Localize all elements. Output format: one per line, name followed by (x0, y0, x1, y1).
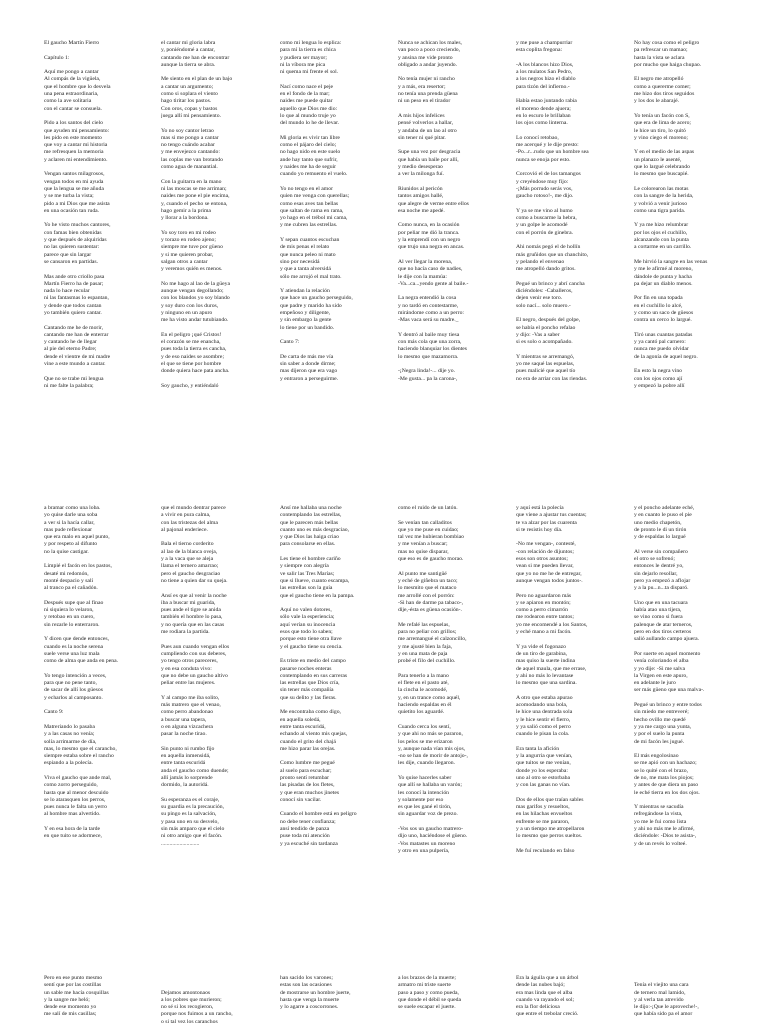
column-5: y aquí está la polecía que viene a ajustar tus cuentas; te va alzar por las cuarenta si te resistis hoy día. -No me vengan-, contesté, -con relación de dijuntos; esos son otros asuntos; vean si me pueden llevar, que yo no me he de entregar, aunque vengan todos juntos-. Pero no aguardaron más y se apiaron en montón; como a perro cimarrón me rodearon entre tantos; yo me encomendé a los Santos, y eché mano a mi facón. Y ya vide el fogonazo de un tiro de garabina, mas quiso la suerte indina de aquel maula, que me errase, y ahi no más lo levantase lo mesmo que una sardina. A otro que estaba apurao acomodando una bola, le hice una dentrada sola y le hice sentir el fierro, y ya salió como el perro cuando le pisan la cola. Era tanta la afición y la angurria que venían, que tuitos se me venían, donde yo los esperaba: uno al otro se estorbaba y con las ganas no vían. Dos de ellos que traían sables mas garifos y resueltos, en las hilachas envueltos enfrente se me pararon, y a un tiempo me atropellaron lo mesmo que perros sueltos. Me fuí reculando en falso (516, 505, 588, 854)
column-1: El gaucho Martín Fierro Capítulo 1: Aquí me pongo a cantar Al compás de la vigüela, que el hombre que lo desvela una pena estraordinaria, como la ave solitaria con el cantar se consuela. Pido a los santos del cielo que ayuden mi pensamiento: les pido en este momento que voy a cantar mi historia me refresquen la memoria y aclaren mi entendimiento. Vengan santos milagrosos, vengan todos en mi ayuda que la lengua se me añuda y se me turba la vista; pido a mi Dios que me asista en una ocasión tan ruda. Yo he visto muchos cantores, con famas bien obtenidas y que después de alquiridas no las quieren sustentar: parece que sin largar se cansaron en partidas. Mas ande otro criollo pasa Martín Fierro ha de pasar; nada lo hace recular ni las fantasmas lo espantan, y dende que todos cantan yo también quiero cantar. Cantando me he de morir, cantando me han de enterrar y cantando he de llegar al pie del eterno Padre; dende el vientre de mi madre vine a este mundo a cantar. Que no se trabe mi lengua ni me falte la palabra; (44, 40, 111, 389)
column-6: No hay cosa como el peligro pa refrescar un mamao; hasta la vista se aclara por mucho que haiga chupao. El negro me atropelló como a quererme comer; me hizo dos tiros seguidos y los dos le abarajé. Yo tenía un facón con S, que era de lima de acero; le hice un tiro, lo quitó y vino ciego el moreno; Y en el medio de las aspas un planazo le asenté, que lo largué celebrando lo mesmo que buscapié. Le colorearon las motas con la sangre de la herida, y volvió a venir jurioso como una tigra parida. Y ya me hizo relumbrar por los ojos el cuchillo, alcanzando con la punta a cortarme en un carrillo. Me hirvió la sangre en las venas y me le afirmé al moreno, dándole de punta y hacha pa dejar un diablo menos. Por fin en una topada en el cuchillo lo alcé, y como un saco de güesos contra un cerco lo largué. Tiró unas cuantas patadas y ya cantó pal carnero: nunca me puedo olvidar de la agonía de aquel negro. En esto la negra vino con los ojos como ají y empezó la pobre allí (634, 40, 708, 389)
column-5: Era la águila que a un árbol dende las nubes bajó; era mas linda que el alba cuando va rayando el sol; era la flor deliciosa que entre el trebolar creció. (516, 975, 579, 1018)
column-4: a los brazos de la muerte; armatro mi triste suerte paso a paso y como pueda, que donde el débil se queda se suele escapar el juerte. (398, 975, 462, 1011)
column-5: y me puse a champurriar esta coplita fregona: -A los blancos hizo Dios, a los mulatos San Pedro, a los negros hizo el diablo para tizón del infierno.- Había estao juntando rabia el moreno dende ajuera; en lo escuro le brillaban los ojos como linterna. Lo conocí retobao, me acerqué y le dije presto: -Po...r...rudo que un hombre sea nunca se enoja por esto. Corcovió el de los tamangos y creyéndose muy fijo: -¡Más porrudo serás vos, gaucho rotoso!-, me dijo. Y ya se me vino al humo como a buscarme la hebra, y un golpe le acomodé con el porrón de ginebra. Ahi nomás pegó el de hollín más gruñidos que un chanchito, y pelando el envenao me atropelló dando gritos. Pegué un brinco y abrí cancha diciéndoles: -Caballeros, dejen venir ese toro. solo nací... solo muero.- El negro, después del golpe, se había el poncho refalao y dijo: -Vas a saber si es solo o acompañado. Y mientras se arremangó, yo me saqué las espuelas, pues malicié que aquel tío no era de arriar con las riendas. (516, 40, 589, 382)
column-6: y el poncho adelante eché, y en cuanto le puso el pie uno medio chapetón, de pronto le di un tirón y de espaldas lo largué Al verse sin compañero el otro se sofrenó; entonces le dentré yo, sin dejarlo resollar, pero ya empezó a aflojar y a la pu...n...ta disparó. Uno que en una tacuara había atao una tijera, se vino como si fuera palenque de atar terneros, pero en dos tiros certeros salió aullando campo ajuera. Por suerte en aquel momento venía coloriando el alba y yo dije: -Si me salva la Virgen en este apuro, en adelante le juro ser más güeno que una malva-. Pegué un brinco y entre todos sin miedo me entreveré; hecho ovillo me quedé y ya me cargo una yunta, y por el suelo la punta de mi facón les jugué. El más engolosinao se me apió con un hachazo; se lo quité con el brazo, de no, me mata los piojos; y antes de que diera un paso le eché tierra en los dos ojos. Y mientras se sacudía refregándose la vista, yo me le fui como lista y ahi no más me le afirmé, diciéndole: -Dios te asista-, y de un revés lo volteé. (634, 505, 705, 847)
column-2: el cantar mi gloria labra y, poniéndomé a cantar, cantando me han de encontrar aunque la tierra se abra. Me siento en el plan de un bajo a cantar un argumento; como si soplara el viento hago tiritar los pastos. Con oros, copas y bastos juega allí mi pensamiento. Yo no soy cantor letrao mas si me pongo a cantar no tengo cuándo acabar y me envejezco cantando: las coplas me van brotando como agua de manantial. Con la guitarra en la mano ni las moscas se me arriman; naides me pone el pie encima, y, cuando el pecho se entona, hago gemir a la prima y llorar a la bordona. Yo soy toro en mi rodeo y torazo en rodeo ajeno; siempre me tuve por güeno y si me quieren probar, salgan otros a cantar y veremos quién es menos. No me hago al lao de la güeya aunque vengan degollando; con los blandos yo soy blando y soy duro con los duros, y ninguno en un apuro me ha visto andar tutubiando. En el peligro ¡qué Cristos! el corazón se me enancha, pues toda la tierra es cancha, y de eso naides se asombre; el que se tiene por hombre donde quiera hace pata ancha. Soy gaucho, y entiéndaló (161, 40, 233, 389)
column-2: que el mundo dentrar parece a vivir en pura calma, con las tristezas del alma al pajonal enderiece. Bala el tierno corderito al lao de la blanca oveja, y a la vaca que se aleja llama el ternero amarrao; pero el gaucho desgraciao no tiene a quien dar su queja. Ansí es que al venir la noche iba a buscar mi guarida, pues ande el tigre se anida también el hombre lo pasa, y no quería que en las casas me rodiara la partida. Pues aun cuando vengan ellos cumpliendo con sus deberes, yo tengo otros pareceres, y en esa conduta vivo: que no debe un gaucho altivo peliar entre las mujeres. Y al campo me iba solito, más matrero que el venao, como perro abandonao a buscar una tapera, o en alguna vizcachera pasar la noche tirao. Sin punto ni rumbo fijo en aquella inmensidá, entre tanta escuridá anda el gaucho como duende; allí jamás lo sorprende dormido, la autoridá. Su esperanza es el coraje, su guardia es la precaución, su pingo es la salvación, y pasa uno en su desvelo, sin más amparo que el cielo ni otro amigo que el facón. ........................... (161, 505, 230, 847)
column-2: Dejamos amontonaos a los pobres que murieron; no sé si los recogieron, porque nos fuimos a un rancho, o si tal vez los caranchos (161, 989, 233, 1025)
column-3: como mi lengua lo esplica: para mí la tierra es chica y pudiera ser mayor; ni la víbora me pica ni quema mi frente el sol. Nací como nace el peje en el fondo de la mar; naides me puede quitar aquello que Dios me dio: lo que al mundo truje yo del mundo lo he de llevar. Mi gloria es vivir tan libre como el pájaro del cielo; no hago nido en este suelo ande hay tanto que sufrir, y naides me ha de seguir cuando yo remuento el vuelo. Yo no tengo en el amor quien me venga con querellas; como esas aves tan bellas que saltan de rama en rama, yo hago en el trébol mi cama, y me cubren las estrellas. Y sepan cuantos escuchan de mis penas el relato que nunca peleo ni mato sino por necesidá y que a tanta alversidá sólo me arrojó el mal trato. Y atiendan la relación que hace un gaucho perseguido, que padre y marido ha sido empeñoso y diligente, y sin embargo la gente lo tiene por un bandido. Canto 7: De carta de más me vía sin saber a donde dirme; mas dijeron que era vago y entraron a perseguirme. (280, 40, 353, 382)
column-3: Ansí me hallaba una noche contemplando las estrellas, que le parecen más bellas cuanto uno es más desgraciao, y que Dios las haiga criao para consolarse en ellas. Les tiene el hombre cariño y siempre con alegría ve salir las Tres Marías; que si llueve, cuanto escampa, las estrellas son la guía que el gaucho tiene en la pampa. Aquí no valen dotores, sólo vale la esperiencia; aquí verían su inocencia esos que todo lo saben; porque esto tiene otra llave y el gaucho tiene su cencia. Es triste en medio del campo pasarse noches enteras contemplando en sus carreras las estrellas que Dios cría, sin tener más compañía que su delito y las fieras. Me encontraba como digo, en aquella soledá, entre tanta escuridá, echando al viento mis quejas, cuando el grito del chajá me hizo parar las orejas. Como lumbre me pegué al suelo para escuchar; pronto sentí retumbar las pisadas de los fletes, y que eran muchos jinetes conocí sin vacilar. Cuando el hombre está en peligro no debe tener confianza; ansí tendido de panza puse toda mi atención y ya escuché sin tardanza (280, 505, 357, 847)
column-4: como el ruido de un latón. Se venían tan calladitos que yo me puse en cuidao; tal vez me hubieran bombiao y me venían a buscar; mas no quise disparar, que eso es de gaucho morao. Al punto me santigüé y eché de giñebra un taco; lo mesmito que el mataco me arrollé con el porrón: -Si han de darme pa tabaco-, dije,-ésta es güena ocasión-. Me refalé las espuelas, para no peliar con grillos; me arremangué el calzoncillo, y me ajusté bien la faja, y en una mata de paja probé el filo del cuchillo. Para tenerlo a la mano el flete en el pasto até, la cincha le acomodé, y, en un trance como aquél, haciendo espaldas en él quietito los aguardé. Cuando cerca los sentí, y que ahi no más se pararon, los pelos se me erizaron y, aunque nada vían mis ojos, -no se han de morir de antojo-, les dije, cuando llegaron. Yo quise hacerles saber que allí se hallaba un varón; les conocí la intención y solamente por eso es que les gané el tirón, sin aguardar voz de prezo. -Vos sos un gaucho matrero- dijo uno, haciéndose el güeno. -Vos matastes un moreno y otro en una pulpería, (398, 505, 468, 854)
column-1: Pero en ese punto mesmo sentí que por las costillas un sable me hacía cosquillas y la sangre me heló; dende ese momento yo me salí de mis casillas; (44, 975, 109, 1018)
column-3: han sacido los varones; estas son las ocasiones de mostrarse un hombre juerte, hasta que venga la muerte y lo agarre a coscorrones. (280, 975, 351, 1011)
column-4: Nunca se achican los males, van poco a poco creciendo, y ansina me vide pronto obligado a andar juyendo. No tenía mujer ni rancho y a más, era resertor; no tenía una prenda güena ni un peso en el tirador A mis hijos infelices pensé volverlos a hallar, y andaba de un lao al otro sin tener ni qué pitar. Supe una vez por desgracia que había un baile por allí, y medio desesperao a ver la milonga fuí. Riunidos al pericón tantos amigos hallé, que alegre de verme entre ellos esa noche me apedé. Como nunca, en la ocasión por peliar me dió la tranca. y la emprendí con un negro que trujo una negra en ancas. Al ver llegar la morena, que no hacía caso de nadies, le dije con la mamúa: -Va...ca...yendo gente al baile.- La negra entendió la cosa y no tardó en contestarme, mirándome como a un perro: -Mas vaca será su madre._ Y dentró al baile muy tiesa con más cola que una zorra, haciendo blanquiar los dientes lo mesmo que mazamorra. -¡Negra linda!-... dije yo. -Me gusta... pa la carona-, (398, 40, 469, 382)
column-6: Tenía el viejito una cara de ternero mal lamido, y al verla tan atrevido le dijo:-¡Que le aproveche!-, que había sido pa el amor (634, 982, 699, 1018)
column-1: a bramar como una loba. yo quise darle una soba a ver si la hacía callar, mas pude reflexionar que era malo en aquel punto, y por respeto al difunto no la quise castigar. Limpié el facón en los pastos, desaté mi redomón, monté despacio y salí al tranco pa el cañadón. Después supe que al finao ni siquiera lo velaron, y retobao en un cuero, sin rezarle lo enterraron. Y dicen que dende entonces, cuando es la noche serena suele verse una luz mala como de alma que anda en pena. Yo tengo intención a veces, para que no pene tanto, de sacar de allí los güesos y echarlos al camposanto. Canto 9: Matreriando lo pasaba y a las casas no venía; solía arrimarme de día, mas, lo mesmo que el carancho, siempre estaba sobre el rancho espiando a la polecía. Viva el gaucho que ande mal, como zorro perseguido, hasta que al menor descuido se lo atarasquen los perros, pues nunca le falta un yerro al hombre mas alvertido. Y en esa hora de la tarde en que tuito se adormece, (44, 505, 119, 840)
